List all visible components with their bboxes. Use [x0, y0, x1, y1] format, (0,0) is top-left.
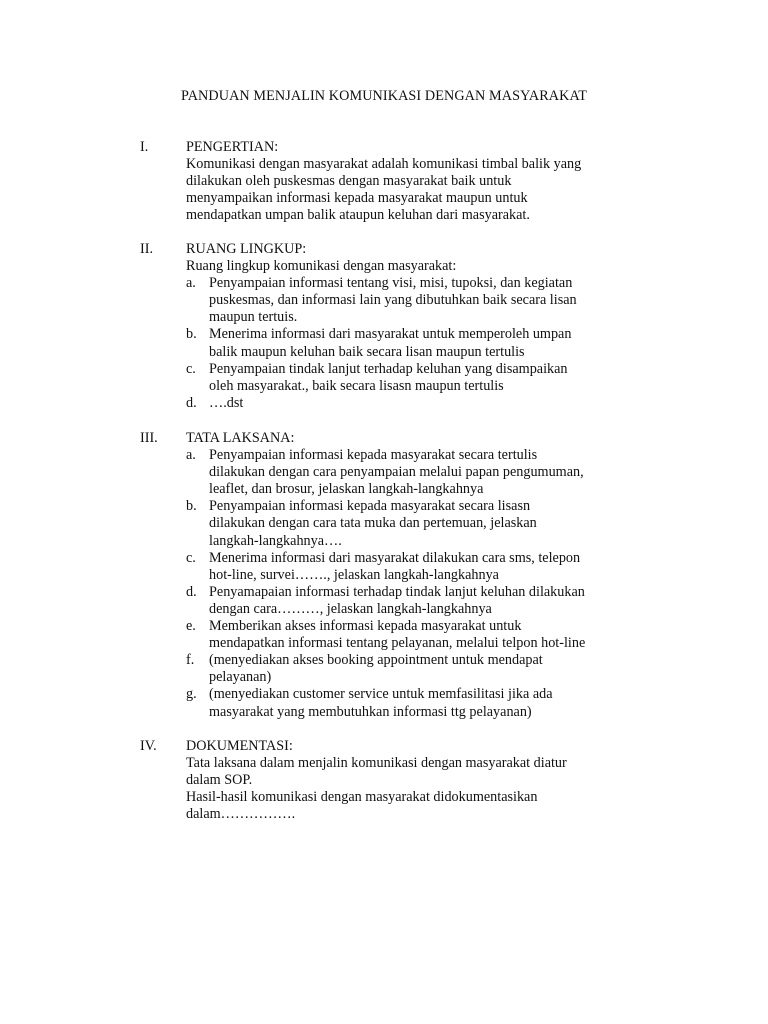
list-item-line: ….dst — [209, 394, 244, 411]
list-item-line: (menyediakan customer service untuk memfasilitasi jika ada — [209, 686, 553, 703]
list-item — [186, 584, 656, 618]
list-item — [186, 326, 656, 360]
list-item — [186, 275, 656, 326]
list-item — [186, 361, 656, 395]
section-heading: PENGERTIAN: — [186, 139, 279, 155]
list-item-line: (menyediakan akses booking appointment untuk mendapat — [209, 652, 543, 669]
section-heading: TATA LAKSANA: — [186, 430, 295, 446]
section-number: II. — [140, 241, 153, 257]
list-item-line: dengan cara………, jelaskan langkah-langkahnya — [209, 600, 492, 617]
list-item-marker: d. — [186, 583, 197, 600]
section-number: III. — [140, 430, 158, 446]
list-item-line: oleh masyarakat., baik secara lisasn maupun tertulis — [209, 377, 504, 394]
section-heading: RUANG LINGKUP: — [186, 241, 307, 257]
section-heading: DOKUMENTASI: — [186, 738, 293, 754]
list-item-line: puskesmas, dan informasi lain yang dibutuhkan baik secara lisan — [209, 292, 577, 309]
list-item-marker: c. — [186, 360, 196, 377]
section-number: IV. — [140, 738, 157, 754]
list-item-line: dilakukan dengan cara tata muka dan pertemuan, jelaskan — [209, 515, 537, 532]
paragraph-line: dalam……………. — [186, 806, 296, 823]
list-item-line: Menerima informasi dari masyarakat untuk memperoleh umpan — [209, 326, 572, 343]
list-item-line: langkah-langkahnya…. — [209, 532, 342, 549]
list-item-line: maupun tertuis. — [209, 309, 298, 326]
paragraph-line: mendapatkan umpan balik ataupun keluhan dari masyarakat. — [186, 207, 530, 224]
section-body — [186, 241, 656, 412]
list-item-marker: b. — [186, 326, 197, 343]
list-item-line: leaflet, dan brosur, jelaskan langkah-langkahnya — [209, 481, 484, 498]
list-item — [186, 498, 656, 549]
paragraph-line: menyampaikan informasi kepada masyarakat maupun untuk — [186, 190, 528, 207]
list-item — [186, 447, 656, 498]
list-item-line: Menerima informasi dari masyarakat dilakukan cara sms, telepon — [209, 549, 581, 566]
list-item-line: dilakukan dengan cara penyampaian melalui papan pengumuman, — [209, 464, 584, 481]
list-item-line: Penyampaian tindak lanjut terhadap keluhan yang disampaikan — [209, 360, 568, 377]
list-item-line: Penyampaian informasi kepada masyarakat secara tertulis — [209, 447, 538, 464]
paragraph-line: dalam SOP. — [186, 772, 253, 789]
list-item-marker: a. — [186, 447, 196, 464]
list-item-line: Memberikan akses informasi kepada masyarakat untuk — [209, 618, 522, 635]
list-item-line: Penyampaian informasi tentang visi, misi, tupoksi, dan kegiatan — [209, 275, 573, 292]
section-body — [186, 738, 656, 823]
paragraph-line: Hasil-hasil komunikasi dengan masyarakat didokumentasikan — [186, 789, 538, 806]
list-item-marker: f. — [186, 652, 195, 669]
list-item-line: masyarakat yang membutuhkan informasi ttg pelayanan) — [209, 703, 532, 720]
list-item — [186, 550, 656, 584]
document-title: PANDUAN MENJALIN KOMUNIKASI DENGAN MASYARAKAT — [181, 88, 587, 104]
section-number: I. — [140, 139, 149, 155]
list-item-line: balik maupun keluhan baik secara lisan maupun tertulis — [209, 343, 525, 360]
list-item-marker: c. — [186, 549, 196, 566]
list-item — [186, 686, 656, 720]
paragraph-line: dilakukan oleh puskesmas dengan masyarakat baik untuk — [186, 173, 512, 190]
list-item-marker: b. — [186, 498, 197, 515]
paragraph-line: Tata laksana dalam menjalin komunikasi dengan masyarakat diatur — [186, 755, 567, 772]
list-item-marker: e. — [186, 618, 196, 635]
list-item-marker: a. — [186, 275, 196, 292]
list-item-line: mendapatkan informasi tentang pelayanan, melalui telpon hot-line — [209, 635, 586, 652]
list-item-line: Penyampaian informasi kepada masyarakat secara lisasn — [209, 498, 531, 515]
list-item-line: pelayanan) — [209, 669, 272, 686]
list-item — [186, 618, 656, 652]
list-item-marker: d. — [186, 394, 197, 411]
list-item-line: Penyamapaian informasi terhadap tindak lanjut keluhan dilakukan — [209, 583, 585, 600]
paragraph-line: Ruang lingkup komunikasi dengan masyarakat: — [186, 258, 457, 275]
section-body — [186, 430, 656, 721]
list-item — [186, 652, 656, 686]
list-item-line: hot-line, survei……., jelaskan langkah-langkahnya — [209, 566, 499, 583]
section-body — [186, 139, 656, 224]
list-item — [186, 395, 656, 412]
list-item-marker: g. — [186, 686, 197, 703]
paragraph-line: Komunikasi dengan masyarakat adalah komunikasi timbal balik yang — [186, 156, 582, 173]
